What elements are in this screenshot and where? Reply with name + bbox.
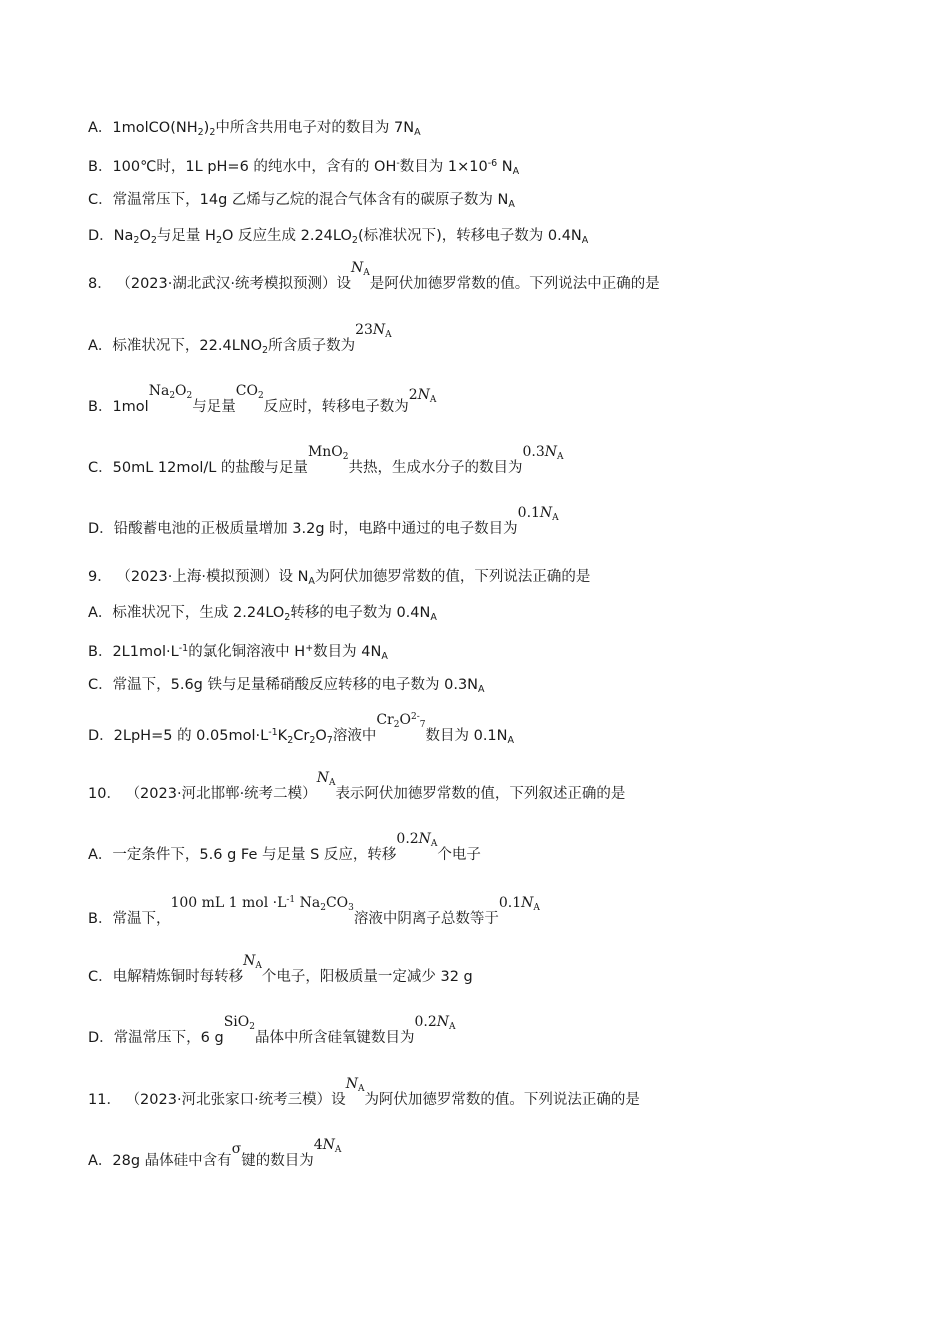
q9-option-c: C．常温下，5.6g 铁与足量稀硝酸反应转移的电子数为 $0.3N_A$ — [88, 677, 485, 695]
q7-option-d: D．$Na_2O_2$与足量 $H_2O$ 反应生成 $2.24LO_2$(标准状况下)，转移电子数为 $0.4N_A$ — [88, 228, 589, 246]
q10-option-a: A．一定条件下，5.6 g Fe 与足量 S 反应，转移$0.2N_A$个电子 — [88, 831, 481, 863]
q8-stem: 8． （2023·湖北武汉·统考模拟预测）设$N_A$是阿伏加德罗常数的值。下列说法中正确的是 — [88, 260, 660, 292]
q8-option-a: A．标准状况下，$22.4LNO_2$所含质子数为$23N_A$ — [88, 322, 392, 356]
q9-option-b: B．$2L1mol\cdot L^{-1}$的氯化铜溶液中 H+数目为 $4N_A$ — [88, 643, 388, 662]
q10-option-c: C．电解精炼铜时每转移$N_A$个电子，阳极质量一定减少 32 g — [88, 953, 473, 985]
q7-option-b: B．100℃时，1L pH=6 的纯水中，含有的 OH-数目为 $1\times 10^{-6}$ $N_A$ — [88, 158, 520, 177]
q8-option-c: C．50mL 12mol/L 的盐酸与足量MnO$_2$共热，生成水分子的数目为$0.3N_A$ — [88, 444, 564, 476]
q9-stem: 9． （2023·上海·模拟预测）设 $N_A$为阿伏加德罗常数的值，下列说法正确的是 — [88, 569, 591, 587]
q8-option-d: D．铅酸蓄电池的正极质量增加 3.2g 时，电路中通过的电子数目为$0.1N_A$ — [88, 505, 559, 537]
q11-option-a: A．28g 晶体硅中含有σ键的数目为$4N_A$ — [88, 1137, 342, 1169]
q10-option-b: B．常温下，100 mL 1 mol $\cdot L^{-1}$ $Na_2CO_3$溶液中阴离子总数等于$0.1N_A$ — [88, 895, 540, 927]
q10-option-d: D．常温常压下，6 gSiO$_2$晶体中所含硅氧键数目为$0.2N_A$ — [88, 1014, 456, 1046]
q11-stem: 11． （2023·河北张家口·统考三模）设$N_A$为阿伏加德罗常数的值。下列说法正确的是 — [88, 1076, 640, 1108]
q7-option-a: A．$1molCO(NH_2)_2$中所含共用电子对的数目为 $7N_A$ — [88, 120, 421, 138]
q10-stem: 10． （2023·河北邯郸·统考二模）$N_A$表示阿伏加德罗常数的值，下列叙述正确的是 — [88, 770, 626, 802]
q8-option-b: B．$1molNa_2O_2$与足量$CO_2$反应时，转移电子数为$2N_A$ — [88, 383, 437, 415]
q9-option-a: A．标准状况下，生成 $2.24LO_2$转移的电子数为 $0.4N_A$ — [88, 605, 437, 623]
q9-option-d: D．2LpH=5 的 $0.05mol\cdot L^{-1}K_2Cr_2O_7$溶液中$Cr_2O^{2-}_7$数目为 $0.1N_A$ — [88, 712, 514, 746]
q7-option-c: C．常温常压下，14g 乙烯与乙烷的混合气体含有的碳原子数为 $N_A$ — [88, 192, 515, 210]
